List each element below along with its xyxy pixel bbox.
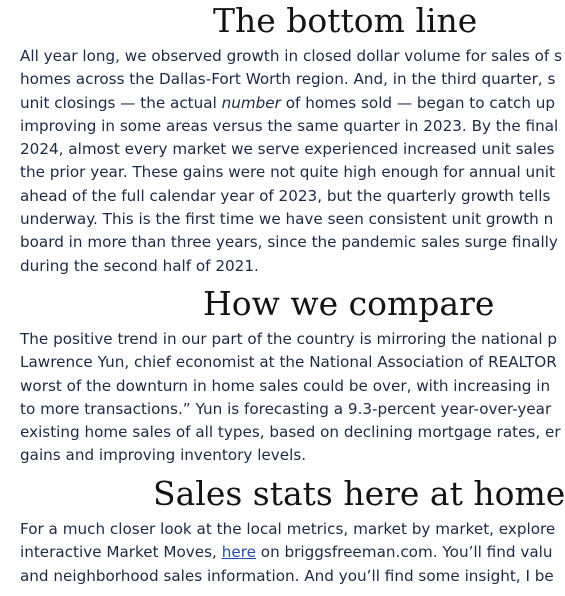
paragraph-how-we-compare <box>20 328 561 468</box>
section-heading-how-we-compare: How we compare <box>203 284 495 323</box>
text-segment: unit closings — the actual <box>20 93 222 112</box>
text-line: For a much closer look at the local metrics, market by market, explore <box>20 520 556 538</box>
text-line: All year long, we observed growth in closed dollar volume for sales of s <box>20 47 563 65</box>
text-line: The positive trend in our part of the country is mirroring the national p <box>20 330 558 348</box>
text-line: homes across the Dallas-Fort Worth region. And, in the third quarter, s <box>20 70 556 89</box>
text-line: Lawrence Yun, chief economist at the National Association of REALTOR <box>20 353 557 372</box>
text-line: 2024, almost every market we serve experienced increased unit sales <box>20 140 555 159</box>
text-line: gains and improving inventory levels. <box>20 446 307 465</box>
text-line: during the second half of 2021. <box>20 256 259 275</box>
text-line: worst of the downturn in home sales could be over, with increasing in <box>20 376 551 395</box>
paragraph-bottom-line <box>20 45 562 278</box>
section-heading-sales-stats: Sales stats here at home <box>153 474 565 513</box>
text-segment: on briggsfreeman.com. You’ll find valu <box>255 543 553 562</box>
text-segment: of homes sold — began to catch up <box>280 93 556 112</box>
text-line: the prior year. These gains were not quite high enough for annual unit <box>20 163 555 182</box>
text-line: underway. This is the first time we have seen consistent unit growth n <box>20 210 554 229</box>
text-line: improving in some areas versus the same quarter in 2023. By the final <box>20 116 559 135</box>
text-line <box>20 541 555 564</box>
text-line: and neighborhood sales information. And you’ll find some insight, I be <box>20 566 554 585</box>
emphasis-number: number <box>221 93 281 112</box>
text-line: existing home sales of all types, based on declining mortgage rates, er <box>20 423 561 442</box>
text-line: ahead of the full calendar year of 2023, but the quarterly growth tells <box>20 186 551 205</box>
text-line <box>20 92 562 115</box>
market-moves-link[interactable]: here <box>221 543 256 562</box>
paragraph-sales-stats <box>20 518 555 588</box>
text-segment: interactive Market Moves, <box>20 543 222 562</box>
text-line: to more transactions.” Yun is forecasting a 9.3-percent year-over-year <box>20 399 552 418</box>
text-line: board in more than three years, since the pandemic sales surge finally <box>20 233 558 252</box>
section-heading-bottom-line: The bottom line <box>213 1 478 40</box>
